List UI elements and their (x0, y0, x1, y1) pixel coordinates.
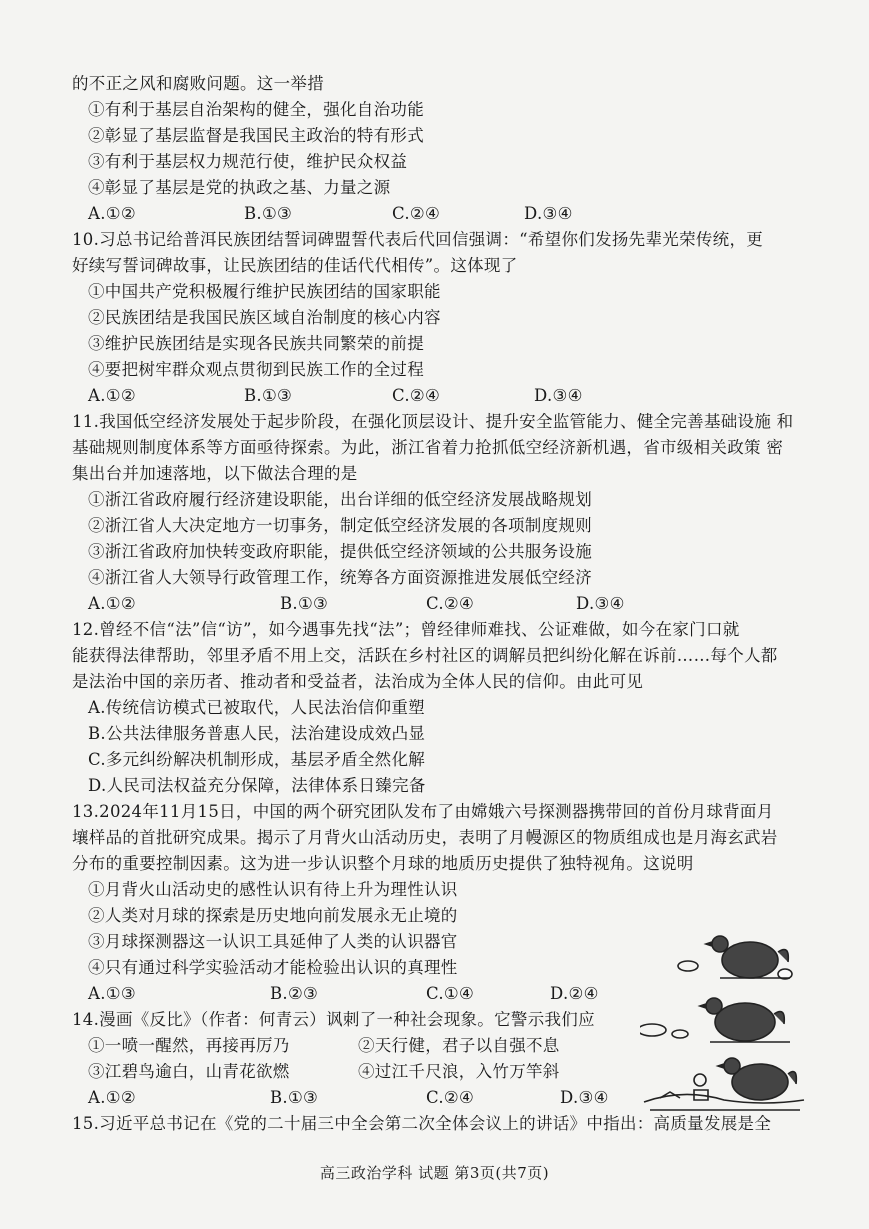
q9-item-4: ④彰显了基层是党的执政之基、力量之源 (88, 178, 391, 197)
q11-choice-b: B.①③ (280, 594, 329, 613)
q14-choice-c: C.②④ (426, 1088, 475, 1107)
q10-choice-d: D.③④ (534, 386, 583, 405)
q12-choice-d: D.人民司法权益充分保障，法律体系日臻完备 (88, 776, 426, 795)
q14-choice-a: A.①② (88, 1088, 136, 1107)
q11-item-4: ④浙江省人大领导行政管理工作，统筹各方面资源推进发展低空经济 (88, 568, 592, 587)
q11-item-2: ②浙江省人大决定地方一切事务，制定低空经济发展的各项制度规则 (88, 516, 592, 535)
q12-stem-line-1: 12.曾经不信“法”信“访”，如今遇事先找“法”；曾经律师难找、公证难做，如今在家门口就 (72, 620, 740, 639)
q14-choice-d: D.③④ (560, 1088, 609, 1107)
q9-item-2: ②彰显了基层监督是我国民主政治的特有形式 (88, 126, 424, 145)
q11-choice-d: D.③④ (576, 594, 625, 613)
q14-item-2: ②天行健，君子以自强不息 (358, 1036, 560, 1055)
q10-stem-line-2: 好续写誓词碑故事，让民族团结的佳话代代相传”。这体现了 (72, 256, 518, 275)
cartoon-hens-illustration (640, 930, 810, 1120)
q10-item-2: ②民族团结是我国民族区域自治制度的核心内容 (88, 308, 441, 327)
page-footer: 高三政治学科 试题 第3页(共7页) (319, 1164, 550, 1182)
q13-item-4: ④只有通过科学实验活动才能检验出认识的真理性 (88, 958, 458, 977)
q10-item-4: ④要把树牢群众观点贯彻到民族工作的全过程 (88, 360, 424, 379)
q10-item-1: ①中国共产党积极履行维护民族团结的国家职能 (88, 282, 441, 301)
q14-choice-b: B.①③ (270, 1088, 319, 1107)
hen-middle-icon (640, 998, 790, 1042)
q14-item-4: ④过江千尺浪，入竹万竿斜 (358, 1062, 560, 1081)
q10-stem-line-1: 10.习总书记给普洱民族团结誓词碑盟誓代表后代回信强调：“希望你们发扬先辈光荣传统，更 (72, 230, 764, 249)
q9-choice-a: A.①② (88, 204, 136, 223)
hen-top-icon (678, 936, 792, 979)
hen-bottom-icon (644, 1058, 804, 1110)
q13-choice-b: B.②③ (270, 984, 319, 1003)
q13-item-3: ③月球探测器这一认识工具延伸了人类的认识器官 (88, 932, 458, 951)
q10-choice-c: C.②④ (392, 386, 441, 405)
q13-item-2: ②人类对月球的探索是历史地向前发展永无止境的 (88, 906, 458, 925)
q15-stem: 15.习近平总书记在《党的二十届三中全会第二次全体会议上的讲话》中指出：高质量发展是全 (72, 1114, 772, 1133)
q13-choice-d: D.②④ (550, 984, 599, 1003)
q10-item-3: ③维护民族团结是实现各民族共同繁荣的前提 (88, 334, 424, 353)
q13-choice-c: C.①④ (426, 984, 475, 1003)
q13-stem-line-3: 分布的重要控制因素。这为进一步认识整个月球的地质历史提供了独特视角。这说明 (72, 854, 694, 873)
q12-stem-line-3: 是法治中国的亲历者、推动者和受益者，法治成为全体人民的信仰。由此可见 (72, 672, 644, 691)
q11-choice-c: C.②④ (426, 594, 475, 613)
q10-choice-b: B.①③ (244, 386, 293, 405)
q9-item-3: ③有利于基层权力规范行使，维护民众权益 (88, 152, 408, 171)
q12-choice-b: B.公共法律服务普惠人民，法治建设成效凸显 (88, 724, 426, 743)
q11-stem-line-1: 11.我国低空经济发展处于起步阶段，在强化顶层设计、提升安全监管能力、健全完善基础设施 和 (72, 412, 794, 431)
q10-choice-a: A.①② (88, 386, 136, 405)
q13-item-1: ①月背火山活动史的感性认识有待上升为理性认识 (88, 880, 458, 899)
q13-choice-a: A.①③ (88, 984, 136, 1003)
q13-stem-line-2: 壤样品的首批研究成果。揭示了月背火山活动历史，表明了月幔源区的物质组成也是月海玄武岩 (72, 828, 778, 847)
q11-item-3: ③浙江省政府加快转变政府职能，提供低空经济领域的公共服务设施 (88, 542, 592, 561)
q14-stem: 14.漫画《反比》（作者：何青云）讽刺了一种社会现象。它警示我们应 (72, 1010, 595, 1029)
q9-choice-b: B.①③ (244, 204, 293, 223)
q11-choice-a: A.①② (88, 594, 136, 613)
q12-stem-line-2: 能获得法律帮助，邻里矛盾不用上交，活跃在乡村社区的调解员把纠纷化解在诉前……每个人都 (72, 646, 778, 665)
q12-choice-c: C.多元纠纷解决机制形成，基层矛盾全然化解 (88, 750, 426, 769)
q11-item-1: ①浙江省政府履行经济建设职能，出台详细的低空经济发展战略规划 (88, 490, 592, 509)
q14-item-3: ③江碧鸟逾白，山青花欲燃 (88, 1062, 290, 1081)
q9-choice-c: C.②④ (392, 204, 441, 223)
q9-stem-end: 的不正之风和腐败问题。这一举措 (72, 74, 324, 93)
q9-choice-d: D.③④ (524, 204, 573, 223)
q13-stem-line-1: 13.2024年11月15日，中国的两个研究团队发布了由嫦娥六号探测器携带回的首份月球背面月 (72, 802, 774, 821)
q14-item-1: ①一喷一醒然，再接再厉乃 (88, 1036, 290, 1055)
q11-stem-line-2: 基础规则制度体系等方面亟待探索。为此，浙江省着力抢抓低空经济新机遇，省市级相关政策 密 (72, 438, 784, 457)
q12-choice-a: A.传统信访模式已被取代，人民法治信仰重塑 (88, 698, 425, 717)
q11-stem-line-3: 集出台并加速落地，以下做法合理的是 (72, 464, 358, 483)
q9-item-1: ①有利于基层自治架构的健全，强化自治功能 (88, 100, 424, 119)
